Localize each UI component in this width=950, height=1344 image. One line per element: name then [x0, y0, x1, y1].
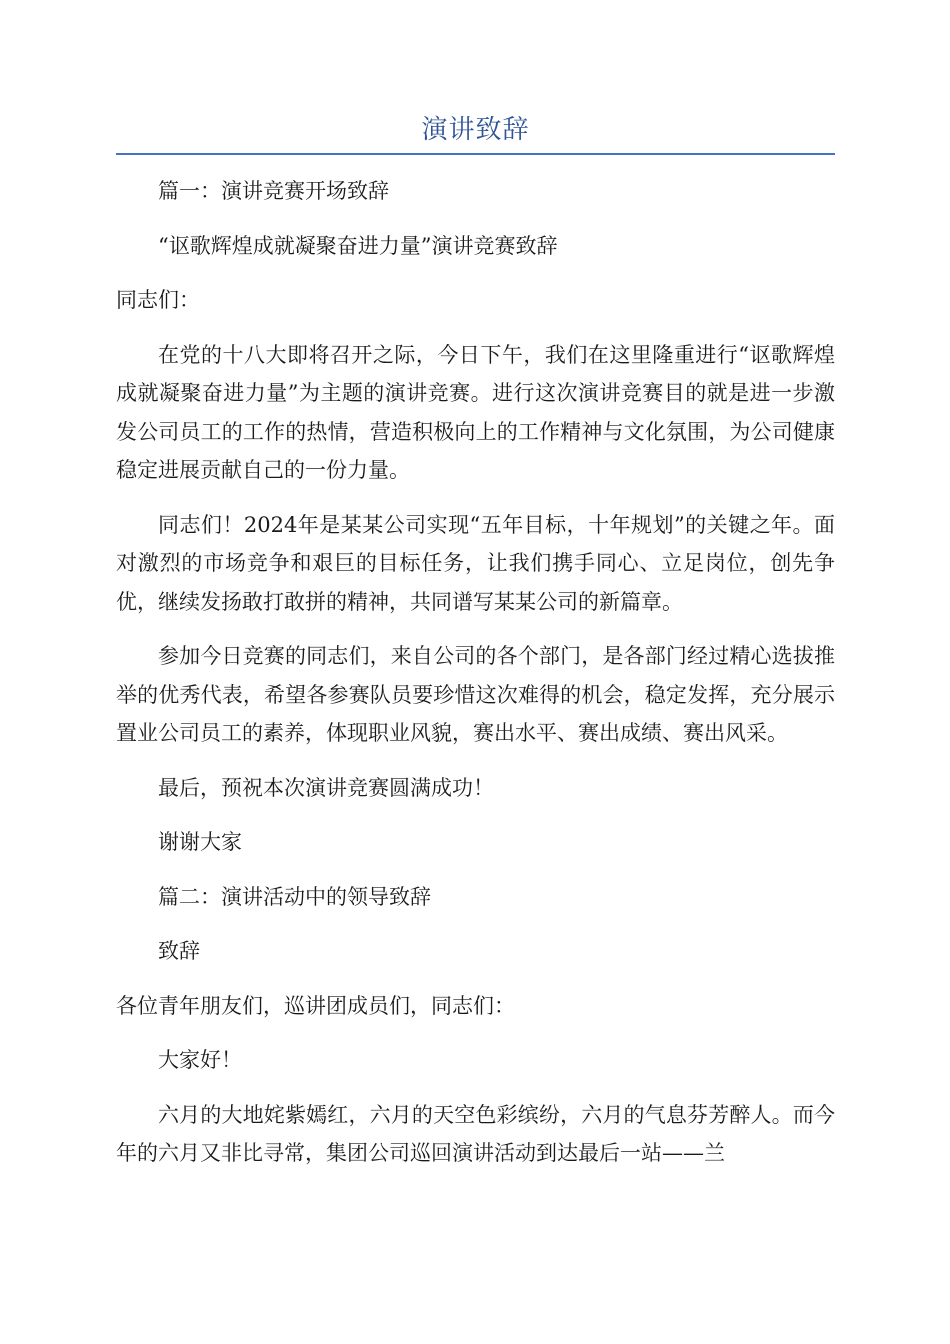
document-title: 演讲致辞: [421, 115, 530, 145]
paragraph-4: 在党的十八大即将召开之际，今日下午，我们在这里隆重进行“讴歌辉煌成就凝聚奋进力量”为主题的演讲竞赛。进行这次演讲竞赛目的就是进一步激发公司员工的工作的热情，营造积极向上的工作精神与文化氛围，为公司健康稳定进展贡献自己的一份力量。: [116, 342, 835, 482]
document-body: [116, 172, 835, 1189]
paragraph-13: 六月的大地姹紫嫣红，六月的天空色彩缤纷，六月的气息芬芳醉人。而今年的六月又非比寻常，集团公司巡回演讲活动到达最后一站——兰: [116, 1102, 835, 1165]
paragraph-7: 最后，预祝本次演讲竞赛圆满成功！: [158, 775, 494, 800]
paragraph-5: 同志们！2024年是某某公司实现“五年目标，十年规划”的关键之年。面对激烈的市场竞争和艰巨的目标任务，让我们携手同心、立足岗位，创先争优，继续发扬敢打敢拼的精神，共同谱写某某公司的新篇章。: [116, 512, 835, 614]
paragraph-6: 参加今日竞赛的同志们，来自公司的各个部门，是各部门经过精心选拔推举的优秀代表，希望各参赛队员要珍惜这次难得的机会，稳定发挥，充分展示置业公司员工的素养，体现职业风貌，赛出水平、赛出成绩、赛出风采。: [116, 644, 835, 745]
paragraph-11: 各位青年朋友们，巡讲团成员们，同志们：: [116, 993, 515, 1018]
paragraph-9: 篇二：演讲活动中的领导致辞: [158, 884, 431, 909]
paragraph-1: 篇一：演讲竞赛开场致辞: [158, 179, 389, 203]
paragraph-12: 大家好！: [158, 1048, 242, 1072]
title-underline: [116, 153, 835, 155]
paragraph-8: 谢谢大家: [158, 830, 242, 854]
paragraph-10: 致辞: [158, 939, 200, 963]
paragraph-3: 同志们：: [116, 288, 200, 312]
paragraph-2: “讴歌辉煌成就凝聚奋进力量”演讲竞赛致辞: [158, 233, 558, 258]
